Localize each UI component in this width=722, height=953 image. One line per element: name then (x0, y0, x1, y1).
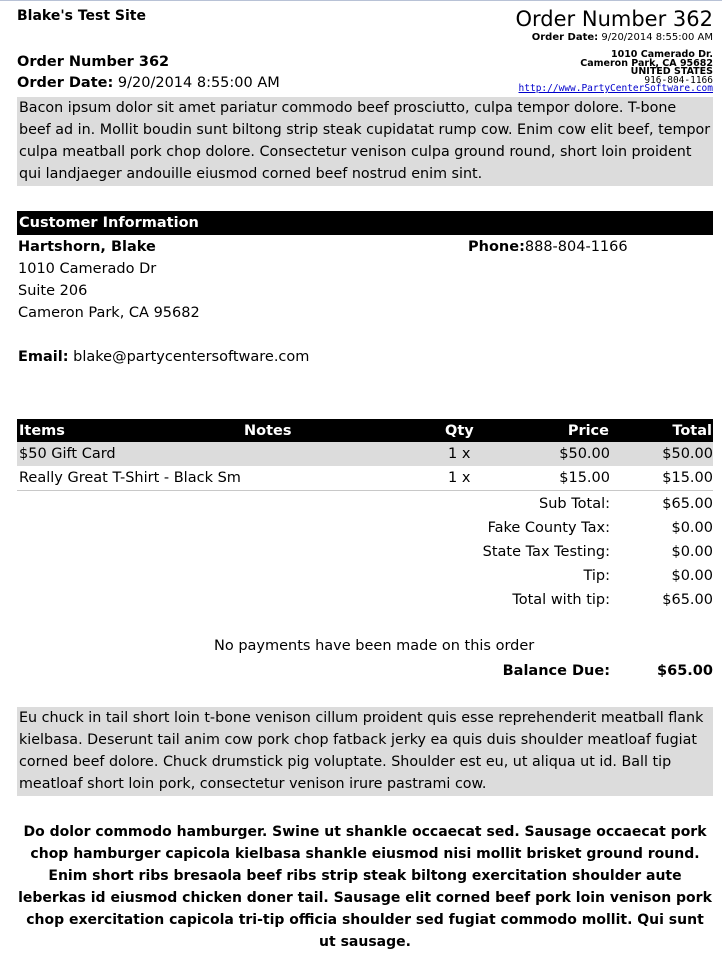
item-price: $15.00 (559, 470, 610, 486)
order-header-left (17, 52, 280, 94)
total-label: Tip: (583, 568, 610, 584)
customer-phone-label: Phone: (468, 239, 525, 255)
company-url-link[interactable]: http://www.PartyCenterSoftware.com (518, 83, 713, 94)
total-label: Total with tip: (512, 592, 610, 608)
customer-email-label: Email: (18, 349, 69, 365)
col-price: Price (567, 423, 609, 439)
table-row (17, 466, 713, 490)
footer-bold-text: Do dolor commodo hamburger. Swine ut shankle occaecat sed. Sausage occaecat pork chop hamburger capicola kielbasa shankle eiusmod nisi mollit brisket ground round. Enim short ribs bresaola beef ribs strip steak biltong exercitation shoulder aute leberkas id eiusmod chicken doner tail. Sausage elit corned beef pork loin venison pork chop exercitation capicola tri-tip officia shoulder sed fugiat commodo mollit. Qui sunt ut sausage. (18, 824, 712, 950)
items-divider (17, 490, 713, 491)
item-price: $50.00 (559, 446, 610, 462)
balance-value: $65.00 (657, 663, 713, 679)
company-address1: 1010 Camerado Dr. (610, 49, 713, 60)
order-date-small-label: Order Date: (531, 32, 599, 43)
total-value: $0.00 (671, 568, 713, 584)
order-header-right (516, 6, 713, 94)
total-row-with-tip (17, 588, 713, 612)
item-total: $15.00 (662, 470, 713, 486)
company-city: Cameron Park, CA 95682 (580, 57, 713, 69)
customer-address1: 1010 Camerado Dr (18, 261, 157, 277)
order-date-small (516, 32, 713, 44)
customer-city: Cameron Park, CA 95682 (18, 305, 200, 321)
customer-phone-value: 888-804-1166 (524, 239, 628, 255)
customer-email (18, 346, 309, 368)
col-notes: Notes (244, 423, 292, 439)
order-date-label: Order Date: (17, 75, 114, 91)
balance-due-row (17, 659, 713, 683)
footer-gray-text: Eu chuck in tail short loin t-bone venison cillum proident quis esse reprehenderit meatball flank kielbasa. Deserunt tail anim cow pork chop fatback jerky ea quis duis shoulder meatloaf fugiat corned beef dolore. Chuck drumstick pig voluptate. Shoulder est eu, ut aliqua ut id. Ball tip meatloaf short loin pork, consectetur venison irure pastrami cow. (17, 707, 713, 796)
order-date-line (17, 73, 280, 94)
intro-text: Bacon ipsum dolor sit amet pariatur commodo beef prosciutto, culpa tempor dolore. T-bone beef ad in. Mollit boudin sunt biltong strip steak cupidatat rump cow. Enim cow elit beef, tempor culpa meatball pork chop dolore. Consectetur venison culpa ground round, short loin proident qui landjaeger andouille eiusmod corned beef nostrud enim sint. (17, 97, 713, 186)
customer-email-value: blake@partycentersoftware.com (73, 349, 310, 365)
total-label: Fake County Tax: (487, 520, 610, 536)
customer-info-title: Customer Information (19, 215, 199, 231)
item-qty: 1 x (448, 470, 471, 486)
total-value: $0.00 (671, 520, 713, 536)
customer-block (18, 236, 200, 324)
col-qty: Qty (445, 423, 474, 439)
total-row-tip (17, 564, 713, 588)
table-row (17, 442, 713, 466)
col-total: Total (672, 423, 712, 439)
item-total: $50.00 (662, 446, 713, 462)
total-row-state-tax (17, 540, 713, 564)
customer-info-header (17, 211, 713, 235)
total-value: $65.00 (662, 496, 713, 512)
order-number-large: Order Number 362 (515, 7, 713, 31)
customer-name: Hartshorn, Blake (18, 239, 156, 255)
no-payments-message: No payments have been made on this order (214, 638, 535, 654)
item-name: Really Great T-Shirt - Black Sm (19, 470, 241, 486)
items-table-header (17, 419, 713, 443)
company-address (516, 51, 713, 94)
total-row-county-tax (17, 516, 713, 540)
top-border (0, 0, 722, 1)
site-title: Blake's Test Site (17, 8, 146, 24)
balance-label: Balance Due: (502, 663, 610, 679)
total-label: Sub Total: (539, 496, 610, 512)
order-date-value: 9/20/2014 8:55:00 AM (117, 75, 280, 91)
total-value: $0.00 (671, 544, 713, 560)
total-label: State Tax Testing: (482, 544, 610, 560)
customer-address2: Suite 206 (18, 283, 88, 299)
total-value: $65.00 (662, 592, 713, 608)
company-country: UNITED STATES (630, 66, 713, 77)
order-number: Order Number 362 (17, 54, 170, 70)
item-qty: 1 x (448, 446, 471, 462)
total-row-subtotal (17, 492, 713, 516)
col-items: Items (19, 423, 65, 439)
order-date-small-value: 9/20/2014 8:55:00 AM (601, 32, 713, 43)
company-phone: 916-804-1166 (644, 74, 713, 86)
item-name: $50 Gift Card (19, 446, 116, 462)
customer-phone (468, 236, 628, 258)
